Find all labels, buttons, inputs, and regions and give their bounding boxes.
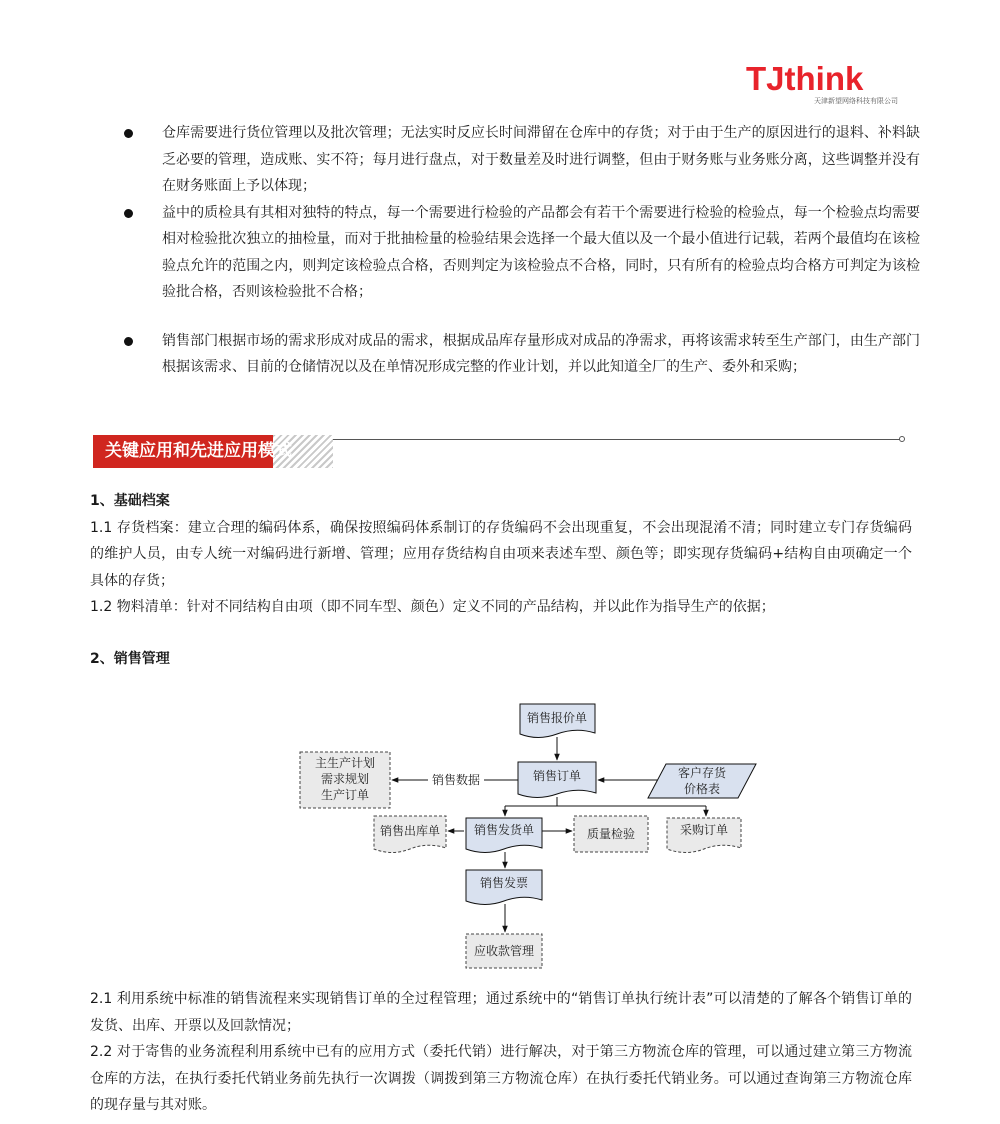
section-1-heading: 1、基础档案 <box>90 493 170 509</box>
section-2-paragraph-2: 2.2 对于寄售的业务流程利用系统中已有的应用方式（委托代销）进行解决，对于第三方物流仓库的管理，可以通过建立第三方物流仓库的方法，在执行委托代销业务前先执行一次调拨（调拨到第三方物流仓库）在执行委托代销业务。可以通过查询第三方物流仓库的现存量与其对账。 <box>90 1044 912 1113</box>
bullet-dot-icon <box>124 129 133 138</box>
node-quality-label: 质量检验 <box>586 827 636 841</box>
bullet-item <box>120 328 920 381</box>
sales-flow-diagram <box>296 700 766 972</box>
banner-end-circle-icon <box>899 436 905 442</box>
company-logo <box>746 62 898 106</box>
node-quote-label: 销售报价单 <box>526 711 588 725</box>
node-price-line-2: 价格表 <box>683 782 721 796</box>
logo-company-name: 天津新望网络科技有限公司 <box>814 97 898 105</box>
node-plan-line-3: 生产订单 <box>320 788 370 802</box>
bullet-text: 益中的质检具有其相对独特的特点，每一个需要进行检验的产品都会有若干个需要进行检验的检验点，每一个检验点均需要相对检验批次独立的抽检量，而对于批抽检量的检验结果会选择一个最大值以及一个最小值进行记载，若两个最值均在该检验点允许的范围之内，则判定该检验点合格，否则判定为该检验点不合格，同时，只有所有的检验点均合格方可判定为该检验批合格，否则该检验批不合格； <box>162 204 920 300</box>
node-order-label: 销售订单 <box>532 769 582 783</box>
section-2 <box>90 986 912 1119</box>
bullet-dot-icon <box>124 337 133 346</box>
banner-rule <box>273 439 901 440</box>
section-banner <box>93 432 908 472</box>
node-receivable-label: 应收款管理 <box>473 944 535 958</box>
section-1 <box>90 488 912 621</box>
node-price-line-1: 客户存货 <box>677 766 727 780</box>
sales-data-label: 销售数据 <box>431 773 481 787</box>
section-1-paragraph-1: 1.1 存货档案：建立合理的编码体系，确保按照编码体系制订的存货编码不会出现重复，不会出现混淆不清；同时建立专门存货编码的维护人员，由专人统一对编码进行新增、管理；应用存货结构自由项来表述车型、颜色等；即实现存货编码+结构自由项确定一个具体的存货； <box>90 519 912 589</box>
bullet-text: 销售部门根据市场的需求形成对成品的需求，根据成品库存量形成对成品的净需求，再将该需求转至生产部门，由生产部门根据该需求、目前的仓储情况以及在单情况形成完整的作业计划，并以此知道全厂的生产、委外和采购； <box>162 332 920 375</box>
section-2-heading-wrap <box>90 646 912 673</box>
section-2-paragraph-1: 2.1 利用系统中标准的销售流程来实现销售订单的全过程管理；通过系统中的“销售订单执行统计表”可以清楚的了解各个销售订单的发货、出库、开票以及回款情况； <box>90 991 912 1034</box>
node-invoice-label: 销售发票 <box>479 876 529 890</box>
logo-brand: TJthink <box>746 60 864 97</box>
node-delivery-label: 销售发货单 <box>473 823 535 837</box>
bullet-item <box>120 200 920 306</box>
node-purchase-label: 采购订单 <box>679 823 729 837</box>
bullet-list <box>120 120 920 381</box>
node-outbound-label: 销售出库单 <box>379 824 441 838</box>
bullet-text: 仓库需要进行货位管理以及批次管理；无法实时反应长时间滞留在仓库中的存货；对于由于生产的原因进行的退料、补料缺乏必要的管理，造成账、实不符；每月进行盘点，对于数量差及时进行调整，但由于财务账与业务账分离，这些调整并没有在财务账面上予以体现； <box>162 125 920 194</box>
node-plan-line-1: 主生产计划 <box>314 756 376 770</box>
section-1-paragraph-2: 1.2 物料清单：针对不同结构自由项（即不同车型、颜色）定义不同的产品结构，并以此作为指导生产的依据； <box>90 599 775 615</box>
bullet-item <box>120 120 920 200</box>
section-title: 关键应用和先进应用模式 <box>93 435 273 468</box>
node-plan-line-2: 需求规划 <box>320 772 370 786</box>
section-2-heading: 2、销售管理 <box>90 651 170 667</box>
bullet-dot-icon <box>124 209 133 218</box>
